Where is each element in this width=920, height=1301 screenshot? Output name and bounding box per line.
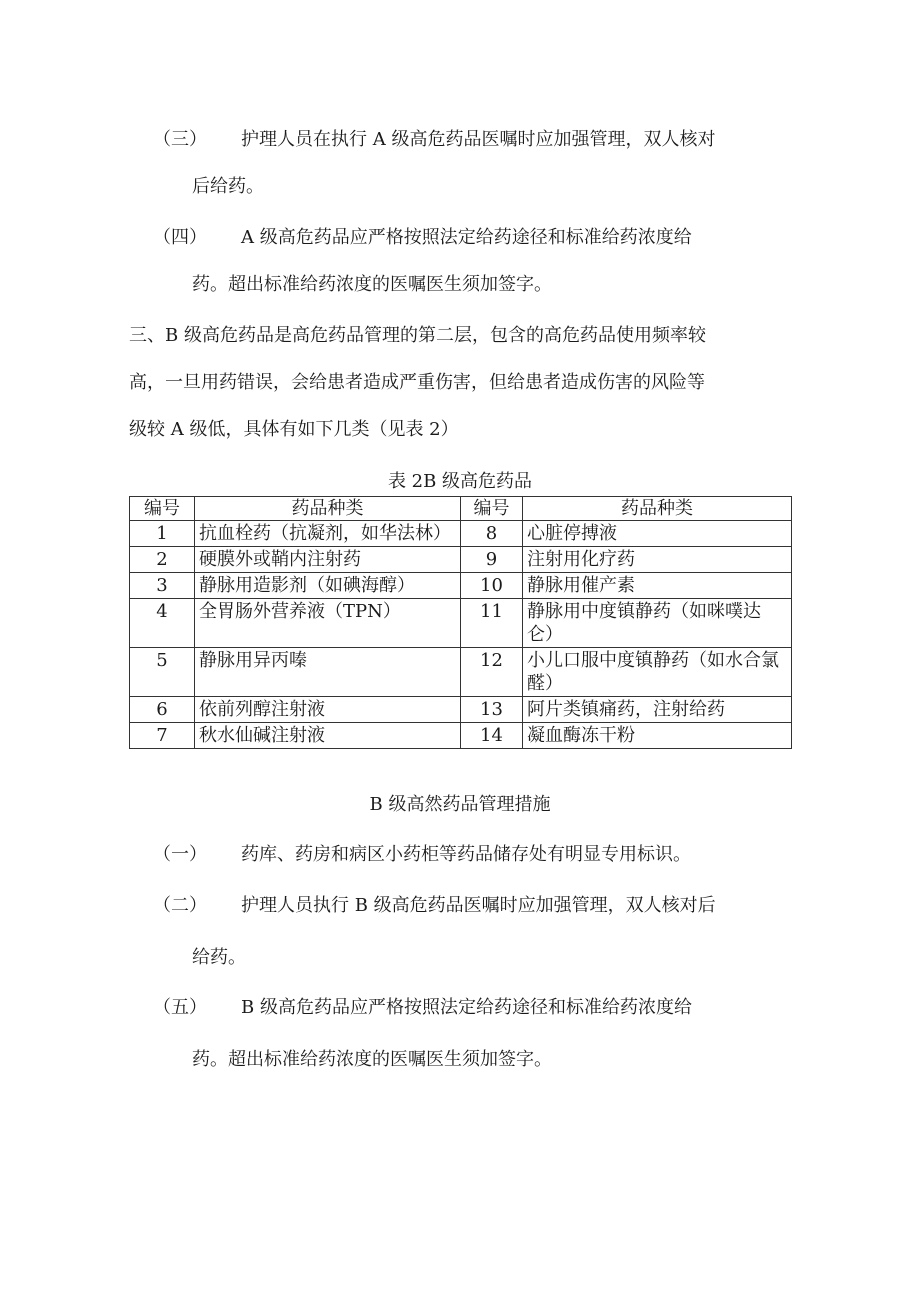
item-marker-a3: （三） (153, 129, 207, 150)
row-number: 8 (461, 521, 523, 547)
section-b-intro-line3: 级较 A 级低，具体有如下几类（见表 2） (129, 419, 459, 440)
drug-type: 静脉用造影剂（如碘海醇） (195, 573, 461, 599)
drug-type: 静脉用异丙嗪 (195, 648, 461, 697)
row-number: 6 (130, 697, 195, 723)
section-b-intro-line2: 高，一旦用药错误，会给患者造成严重伤害，但给患者造成伤害的风险等 (129, 372, 705, 393)
row-number: 5 (130, 648, 195, 697)
item-b2-line1: 护理人员执行 B 级高危药品医嘱时应加强管理，双人核对后 (241, 895, 716, 916)
item-marker-b2: （二） (153, 895, 207, 916)
row-number: 11 (461, 599, 523, 648)
measures-title: B 级高然药品管理措施 (369, 794, 551, 815)
drug-type: 阿片类镇痛药，注射给药 (523, 697, 792, 723)
row-number: 1 (130, 521, 195, 547)
item-b5-line1: B 级高危药品应严格按照法定给药途径和标准给药浓度给 (241, 997, 692, 1018)
table-row (130, 573, 792, 599)
table-header-row (130, 497, 792, 521)
item-b5-line2: 药。超出标准给药浓度的医嘱医生须加签字。 (192, 1049, 552, 1070)
item-b2-line2: 给药。 (192, 947, 246, 968)
header-drug-type-1: 药品种类 (195, 497, 461, 521)
drug-type: 硬膜外或鞘内注射药 (195, 547, 461, 573)
drug-type: 凝血酶冻干粉 (523, 723, 792, 749)
row-number: 3 (130, 573, 195, 599)
item-marker-a4: （四） (153, 227, 207, 248)
item-b1-line1: 药库、药房和病区小药柜等药品储存处有明显专用标识。 (241, 844, 691, 865)
row-number: 14 (461, 723, 523, 749)
table-row (130, 648, 792, 697)
header-number-2: 编号 (461, 497, 523, 521)
row-number: 9 (461, 547, 523, 573)
row-number: 12 (461, 648, 523, 697)
drug-type: 静脉用中度镇静药（如咪噗达仑） (523, 599, 792, 648)
table-row (130, 547, 792, 573)
row-number: 13 (461, 697, 523, 723)
high-risk-drug-table (129, 496, 792, 749)
item-a3-line2: 后给药。 (192, 176, 264, 197)
drug-type: 秋水仙碱注射液 (195, 723, 461, 749)
table-row (130, 599, 792, 648)
row-number: 10 (461, 573, 523, 599)
table-caption: 表 2B 级高危药品 (387, 471, 533, 492)
table-row (130, 723, 792, 749)
row-number: 2 (130, 547, 195, 573)
item-a4-line1: A 级高危药品应严格按照法定给药途径和标准给药浓度给 (241, 227, 692, 248)
drug-type: 静脉用催产素 (523, 573, 792, 599)
drug-type: 小儿口服中度镇静药（如水合氯醛） (523, 648, 792, 697)
row-number: 4 (130, 599, 195, 648)
row-number: 7 (130, 723, 195, 749)
item-a3-line1: 护理人员在执行 A 级高危药品医嘱时应加强管理，双人核对 (241, 129, 716, 150)
drug-type: 注射用化疗药 (523, 547, 792, 573)
drug-type: 抗血栓药（抗凝剂，如华法林） (195, 521, 461, 547)
item-marker-b5: （五） (153, 997, 207, 1018)
section-b-intro-line1: 三、B 级高危药品是高危药品管理的第二层，包含的高危药品使用频率较 (129, 325, 706, 346)
header-drug-type-2: 药品种类 (523, 497, 792, 521)
table-row (130, 697, 792, 723)
table-row (130, 521, 792, 547)
item-marker-b1: （一） (153, 844, 207, 865)
drug-type: 心脏停搏液 (523, 521, 792, 547)
header-number-1: 编号 (130, 497, 195, 521)
drug-type: 全胃肠外营养液（TPN） (195, 599, 461, 648)
drug-type: 依前列醇注射液 (195, 697, 461, 723)
item-a4-line2: 药。超出标准给药浓度的医嘱医生须加签字。 (192, 274, 552, 295)
